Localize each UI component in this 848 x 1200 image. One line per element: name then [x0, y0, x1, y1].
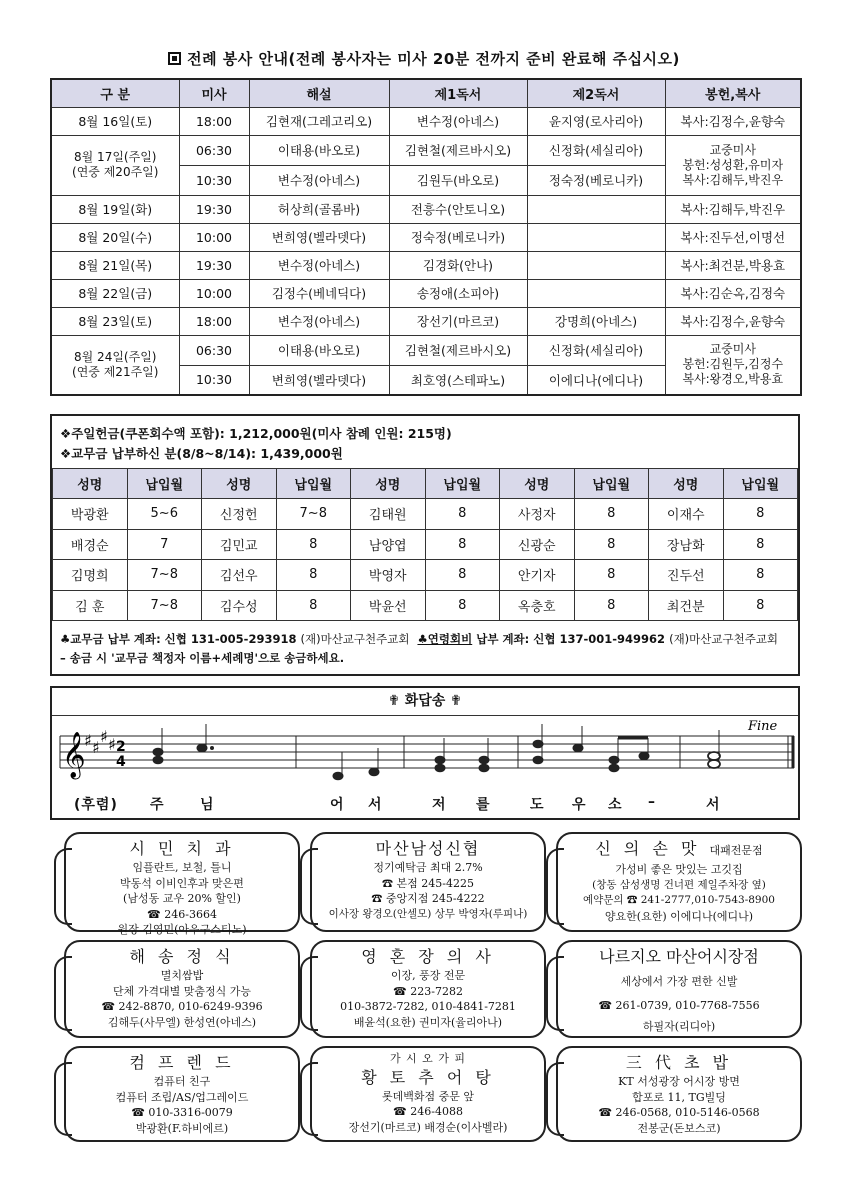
reader1-cell: 장선기(마르코)	[389, 307, 527, 335]
month-cell: 7	[127, 529, 202, 560]
table-header-row	[53, 469, 798, 499]
date-cell: 8월 17일(주일) (연중 제20주일)	[51, 135, 179, 195]
table-row	[53, 590, 798, 621]
commentator-cell: 김현재(그레고리오)	[249, 107, 389, 135]
date-cell: 8월 21일(목)	[51, 251, 179, 279]
col-header: 성명	[53, 469, 128, 499]
time-signature-top: 2	[116, 739, 126, 755]
reader2-cell: 강명희(아네스)	[527, 307, 665, 335]
name-cell: 장남화	[649, 529, 724, 560]
name-cell: 김민교	[202, 529, 277, 560]
memorial-fee-label: ♣연령회비	[417, 632, 473, 646]
reader2-cell: 신정화(세실리아)	[527, 335, 665, 365]
col-header: 납입월	[276, 469, 351, 499]
lyric-syllable: 소	[608, 797, 623, 813]
reader2-cell	[527, 251, 665, 279]
col-header: 납입월	[127, 469, 202, 499]
month-cell: 8	[574, 499, 649, 530]
ad-computer: 컴 프 렌 드 컴퓨터 친구 컴퓨터 조립/AS/업그레이드 ☎ 010-3316-0079 박광환(F.하비에르)	[64, 1046, 300, 1142]
col-header: 성명	[351, 469, 426, 499]
date-cell: 8월 24일(주일) (연중 제21주일)	[51, 335, 179, 395]
month-cell: 8	[425, 590, 500, 621]
reader1-cell: 변수정(아네스)	[389, 107, 527, 135]
month-cell: 8	[425, 560, 500, 591]
month-cell: 8	[723, 590, 798, 621]
col-header: 성명	[649, 469, 724, 499]
col-header: 납입월	[574, 469, 649, 499]
reader2-cell: 윤지영(로사리아)	[527, 107, 665, 135]
commentator-cell: 변희영(벨라뎃다)	[249, 365, 389, 395]
server-cell: 복사:진두선,이명선	[665, 223, 801, 251]
psalm-title: ✟ 화답송 ✟	[52, 688, 798, 716]
name-cell: 배경순	[53, 529, 128, 560]
sharp-icon: ♯	[100, 727, 108, 746]
lyric-syllable: 를	[476, 797, 491, 813]
reader1-cell: 최호영(스테파노)	[389, 365, 527, 395]
table-row	[51, 251, 801, 279]
sunday-offering-text: ❖주일헌금(쿠폰회수액 포함): 1,212,000원(미사 참례 인원: 215명)	[60, 426, 452, 441]
reader2-cell	[527, 223, 665, 251]
account-info	[60, 630, 794, 668]
reader1-cell: 김현철(제르바시오)	[389, 135, 527, 165]
month-cell: 8	[425, 499, 500, 530]
name-cell: 신정헌	[202, 499, 277, 530]
dues-account-text: ♣교무금 납부 계좌: 신협 131-005-293918	[60, 632, 297, 646]
month-cell: 8	[723, 499, 798, 530]
time-cell: 10:30	[179, 365, 249, 395]
ad-loach-soup: 가 시 오 가 피 황 토 추 어 탕 롯데백화점 중문 앞 ☎ 246-4088 장선기(마르코) 배경순(이사벨라)	[310, 1046, 546, 1142]
table-row	[53, 529, 798, 560]
name-cell: 박영자	[351, 560, 426, 591]
month-cell: 8	[723, 529, 798, 560]
table-row	[53, 560, 798, 591]
month-cell: 7~8	[127, 560, 202, 591]
name-cell: 김선우	[202, 560, 277, 591]
month-cell: 8	[276, 560, 351, 591]
col-header: 제1독서	[389, 79, 527, 107]
col-header: 성명	[500, 469, 575, 499]
time-cell: 10:00	[179, 279, 249, 307]
lyric-syllable: 우	[572, 797, 587, 813]
col-header: 구 분	[51, 79, 179, 107]
commentator-cell: 변희영(벨라뎃다)	[249, 223, 389, 251]
name-cell: 김명희	[53, 560, 128, 591]
service-schedule-table	[50, 78, 802, 396]
reader1-cell: 김현철(제르바시오)	[389, 335, 527, 365]
commentator-cell: 허상희(골롬바)	[249, 195, 389, 223]
reader1-cell: 정숙정(베로니카)	[389, 223, 527, 251]
table-row	[51, 223, 801, 251]
date-cell: 8월 19일(화)	[51, 195, 179, 223]
commentator-cell: 변수정(아네스)	[249, 307, 389, 335]
reader1-cell: 송정애(소피아)	[389, 279, 527, 307]
table-row	[53, 499, 798, 530]
month-cell: 7~8	[127, 590, 202, 621]
staff-lines	[60, 736, 794, 768]
time-signature-bottom: 4	[116, 754, 126, 770]
name-cell: 안기자	[500, 560, 575, 591]
responsorial-psalm-section	[50, 686, 800, 820]
lyric-syllable: 도	[530, 797, 545, 813]
commentator-cell: 김정수(베네딕다)	[249, 279, 389, 307]
time-cell: 10:30	[179, 165, 249, 195]
date-cell: 8월 23일(토)	[51, 307, 179, 335]
name-cell: 진두선	[649, 560, 724, 591]
table-row	[51, 195, 801, 223]
date-cell: 8월 20일(수)	[51, 223, 179, 251]
month-cell: 5~6	[127, 499, 202, 530]
name-cell: 박광환	[53, 499, 128, 530]
server-cell: 교중미사 봉헌:성성환,유미자 복사:김해두,박진우	[665, 135, 801, 195]
table-row	[51, 107, 801, 135]
reader2-cell: 이에디나(에디나)	[527, 365, 665, 395]
name-cell: 남양엽	[351, 529, 426, 560]
reader1-cell: 전흥수(안토니오)	[389, 195, 527, 223]
dues-table	[52, 468, 798, 621]
server-cell: 복사:김정수,윤향숙	[665, 107, 801, 135]
reader1-cell: 김원두(바오로)	[389, 165, 527, 195]
reader2-cell: 신정화(세실리아)	[527, 135, 665, 165]
reader2-cell	[527, 195, 665, 223]
month-cell: 8	[723, 560, 798, 591]
table-header-row	[51, 79, 801, 107]
month-cell: 8	[425, 529, 500, 560]
sharp-icon: ♯	[84, 731, 92, 750]
lyric-syllable: 저	[432, 797, 447, 813]
church-dues-text: ❖교무금 납부하신 분(8/8~8/14): 1,439,000원	[60, 446, 343, 461]
offering-section	[50, 414, 800, 676]
name-cell: 김수성	[202, 590, 277, 621]
month-cell: 8	[574, 560, 649, 591]
time-cell: 18:00	[179, 307, 249, 335]
table-row	[51, 279, 801, 307]
dues-account-holder: (재)마산교구천주교회	[300, 632, 410, 646]
ad-haesong: 해 송 정 식 멸치쌈밥 단체 가격대별 맞춤정식 가능 ☎ 242-8870, 010-6249-9396 김해두(사무엘) 한성연(아네스)	[64, 940, 300, 1038]
date-cell: 8월 22일(금)	[51, 279, 179, 307]
time-cell: 19:30	[179, 195, 249, 223]
time-cell: 06:30	[179, 135, 249, 165]
name-cell: 박윤선	[351, 590, 426, 621]
name-cell: 김 훈	[53, 590, 128, 621]
lyric-syllable: 어	[330, 797, 345, 813]
month-cell: 8	[276, 529, 351, 560]
lyric-syllable: –	[648, 794, 656, 810]
time-cell: 19:30	[179, 251, 249, 279]
ad-restaurant: 신 의 손 맛 대패전문점 가성비 좋은 맛있는 고깃집 (창동 삼성생명 건너편 제일주차장 옆) 예약문의 ☎ 241-2777,010-7543-8900 양요한(요한) 이에디나(에디나)	[556, 832, 802, 932]
name-cell: 사정자	[500, 499, 575, 530]
name-cell: 최건분	[649, 590, 724, 621]
lyric-syllable: 님	[200, 797, 215, 813]
reader2-cell	[527, 279, 665, 307]
table-row	[51, 335, 801, 365]
ad-sushi: 三 代 초 밥 KT 서성광장 어시장 방면 합포로 11, TG빌딩 ☎ 246-0568, 010-5146-0568 전봉군(돈보스코)	[556, 1046, 802, 1142]
fine-marking: Fine	[748, 719, 778, 734]
memorial-account-text: 납부 계좌: 신협 137-001-949962	[472, 632, 666, 646]
server-cell: 복사:최건분,박용효	[665, 251, 801, 279]
reader2-cell: 정숙정(베로니카)	[527, 165, 665, 195]
month-cell: 8	[574, 529, 649, 560]
square-icon	[168, 52, 181, 65]
col-header: 납입월	[425, 469, 500, 499]
treble-clef-icon: 𝄞	[62, 732, 86, 778]
response-label: (후렴)	[74, 797, 118, 813]
server-cell: 복사:김정수,윤향숙	[665, 307, 801, 335]
lyric-syllable: 주	[150, 797, 165, 813]
time-cell: 10:00	[179, 223, 249, 251]
ad-dental-clinic: 시 민 치 과 임플란트, 보철, 틀니 박동석 이비인후과 맞은편 (남성동 교우 20% 할인) ☎ 246-3664 원장 김영민(아우구스티노)	[64, 832, 300, 932]
col-header: 봉헌,복사	[665, 79, 801, 107]
commentator-cell: 변수정(아네스)	[249, 251, 389, 279]
sharp-icon: ♯	[108, 735, 116, 754]
name-cell: 김태원	[351, 499, 426, 530]
name-cell: 신광순	[500, 529, 575, 560]
server-cell: 교중미사 봉헌:김원두,김정수 복사:왕경오,박용효	[665, 335, 801, 395]
col-header: 해설	[249, 79, 389, 107]
ad-funeral: 영 혼 장 의 사 이장, 풍장 전문 ☎ 223-7282 010-3872-7282, 010-4841-7281 배윤석(요한) 권미자(율리아나)	[310, 940, 546, 1038]
month-cell: 8	[574, 590, 649, 621]
col-header: 납입월	[723, 469, 798, 499]
month-cell: 7~8	[276, 499, 351, 530]
server-cell: 복사:김해두,박진우	[665, 195, 801, 223]
lyric-syllable: 서	[368, 797, 383, 813]
time-cell: 06:30	[179, 335, 249, 365]
col-header: 성명	[202, 469, 277, 499]
date-cell: 8월 16일(토)	[51, 107, 179, 135]
sharp-icon: ♯	[92, 738, 100, 757]
name-cell: 이재수	[649, 499, 724, 530]
commentator-cell: 이태용(바오로)	[249, 135, 389, 165]
server-cell: 복사:김순옥,김정숙	[665, 279, 801, 307]
month-cell: 8	[276, 590, 351, 621]
time-cell: 18:00	[179, 107, 249, 135]
table-row	[51, 135, 801, 165]
ad-shoes: 나르지오 마산어시장점 세상에서 가장 편한 신발 ☎ 261-0739, 010-7768-7556 하필자(리디아)	[556, 940, 802, 1038]
col-header: 제2독서	[527, 79, 665, 107]
page-title: 전례 봉사 안내(전례 봉사자는 미사 20분 전까지 준비 완료해 주십시오)	[0, 48, 848, 69]
memorial-account-holder: (재)마산교구천주교회	[669, 632, 779, 646]
table-row	[51, 307, 801, 335]
ad-credit-union: 마산남성신협 정기예탁금 최대 2.7% ☎ 본점 245-4225 ☎ 중앙지점 245-4222 이사장 왕경오(안셀모) 상무 박영자(루피나)	[310, 832, 546, 932]
commentator-cell: 변수정(아네스)	[249, 165, 389, 195]
reader1-cell: 김경화(안나)	[389, 251, 527, 279]
col-header: 미사	[179, 79, 249, 107]
name-cell: 옥충호	[500, 590, 575, 621]
transfer-note: – 송금 시 '교무금 책정자 이름+세례명'으로 송금하세요.	[60, 651, 345, 665]
commentator-cell: 이태용(바오로)	[249, 335, 389, 365]
lyric-syllable: 서	[706, 797, 721, 813]
